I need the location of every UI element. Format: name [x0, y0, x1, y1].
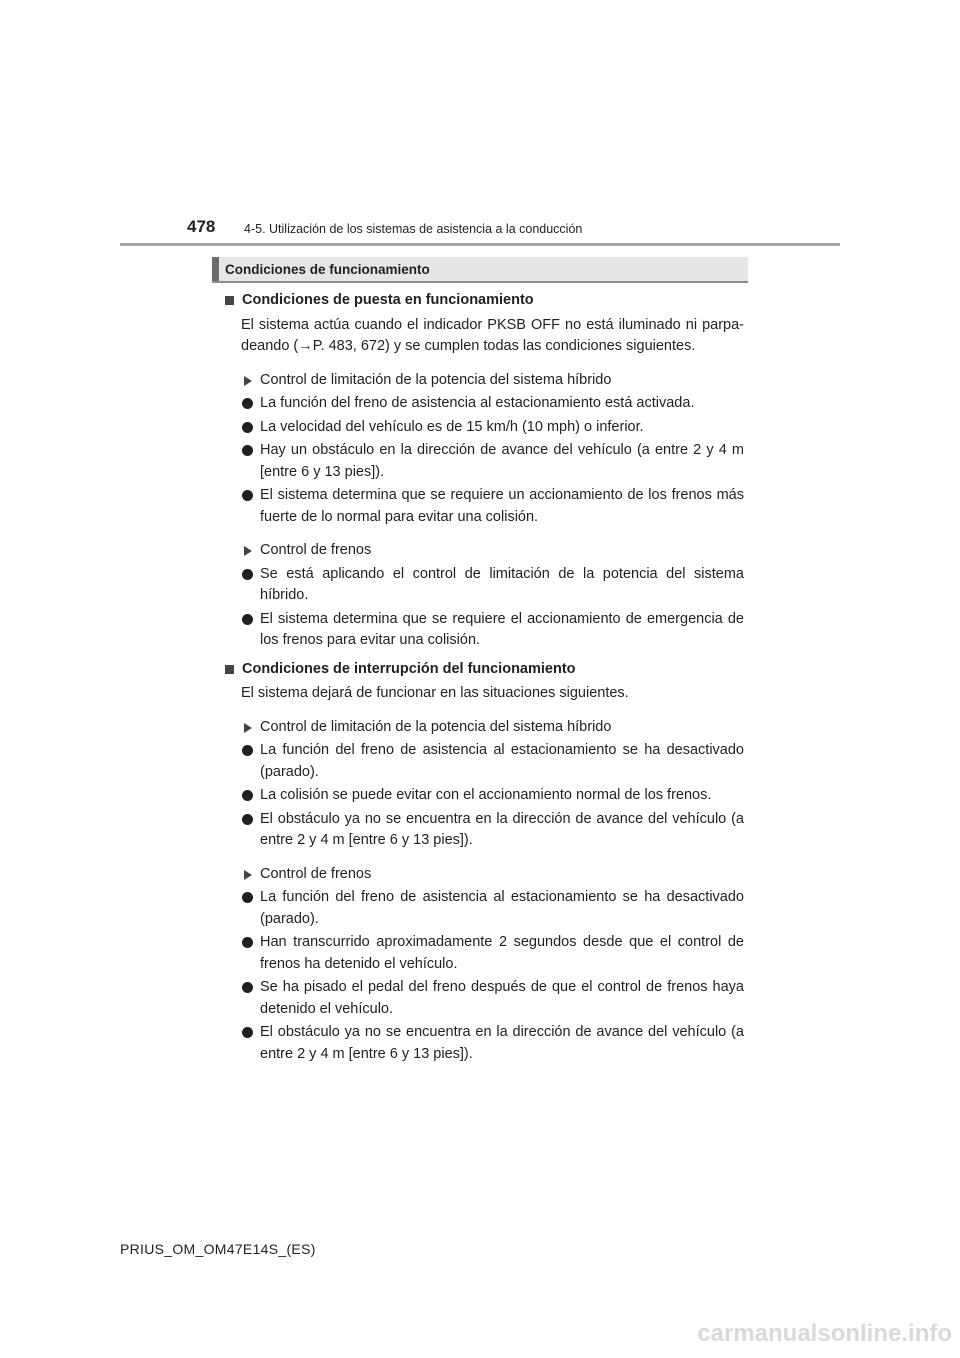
page-content — [222, 286, 744, 1065]
operating-intro: El sistema actúa cuando el indicador PKSB OFF no está iluminado ni parpa-deando (→P. 483, 672) y se cumplen todas las condiciones siguientes. — [241, 316, 744, 354]
triangle-bullet-icon — [244, 376, 252, 386]
section-title-bar — [212, 257, 748, 283]
bullet-dot-icon — [242, 490, 253, 501]
bullet-dot-icon — [242, 422, 253, 433]
list-item: La colisión se puede evitar con el accionamiento normal de los frenos. — [222, 785, 744, 807]
bullet-dot-icon — [242, 614, 253, 625]
bullet-dot-icon — [242, 790, 253, 801]
list-item: Se está aplicando el control de limitación de la potencia del sistema híbrido. — [222, 564, 744, 607]
interruption-intro: El sistema dejará de funcionar en las situaciones siguientes. — [241, 685, 629, 701]
section-title: Condiciones de funcionamiento — [225, 262, 430, 277]
list-item: La velocidad del vehículo es de 15 km/h (10 mph) o inferior. — [222, 417, 744, 439]
bullet-dot-icon — [242, 745, 253, 756]
subsection-label: Control de limitación de la potencia del sistema híbrido — [222, 717, 744, 739]
list-item: Han transcurrido aproximadamente 2 segundos desde que el control de frenos ha detenido el vehículo. — [222, 932, 744, 975]
triangle-bullet-icon — [244, 723, 252, 733]
section-path: 4-5. Utilización de los sistemas de asistencia a la conducción — [244, 222, 583, 236]
bullet-dot-icon — [242, 814, 253, 825]
page-number: 478 — [187, 217, 216, 236]
list-item: La función del freno de asistencia al estacionamiento se ha desactivado (parado). — [222, 740, 744, 783]
triangle-bullet-icon — [244, 870, 252, 880]
subsection-label: Control de frenos — [222, 864, 744, 886]
header-rule — [120, 243, 840, 246]
subsection-label: Control de limitación de la potencia del sistema híbrido — [222, 370, 744, 392]
watermark: carmanualsonline.info — [697, 1320, 952, 1347]
interruption-heading: Condiciones de interrupción del funcionamiento — [222, 659, 744, 681]
bullet-dot-icon — [242, 982, 253, 993]
triangle-bullet-icon — [244, 546, 252, 556]
list-item: El sistema determina que se requiere un accionamiento de los frenos más fuerte de lo normal para evitar una colisión. — [222, 485, 744, 528]
list-item: Hay un obstáculo en la dirección de avance del vehículo (a entre 2 y 4 m [entre 6 y 13 pies]). — [222, 440, 744, 483]
list-item: El obstáculo ya no se encuentra en la dirección de avance del vehículo (a entre 2 y 4 m [entre 6 y 13 pies]). — [222, 1022, 744, 1065]
list-item: El obstáculo ya no se encuentra en la dirección de avance del vehículo (a entre 2 y 4 m [entre 6 y 13 pies]). — [222, 809, 744, 852]
bullet-dot-icon — [242, 892, 253, 903]
operating-heading: Condiciones de puesta en funcionamiento — [222, 290, 744, 312]
bullet-dot-icon — [242, 1027, 253, 1038]
bullet-dot-icon — [242, 445, 253, 456]
bullet-dot-icon — [242, 937, 253, 948]
square-bullet-icon — [225, 665, 234, 674]
list-item: La función del freno de asistencia al estacionamiento se ha desactivado (parado). — [222, 887, 744, 930]
square-bullet-icon — [225, 296, 234, 305]
list-item: El sistema determina que se requiere el accionamiento de emergencia de los frenos para evitar una colisión. — [222, 609, 744, 652]
bullet-dot-icon — [242, 569, 253, 580]
manual-code: PRIUS_OM_OM47E14S_(ES) — [120, 1241, 316, 1257]
list-item: La función del freno de asistencia al estacionamiento está activada. — [222, 393, 744, 415]
list-item: Se ha pisado el pedal del freno después de que el control de frenos haya detenido el vehículo. — [222, 977, 744, 1020]
section-bar-accent — [212, 257, 219, 281]
bullet-dot-icon — [242, 398, 253, 409]
subsection-label: Control de frenos — [222, 540, 744, 562]
